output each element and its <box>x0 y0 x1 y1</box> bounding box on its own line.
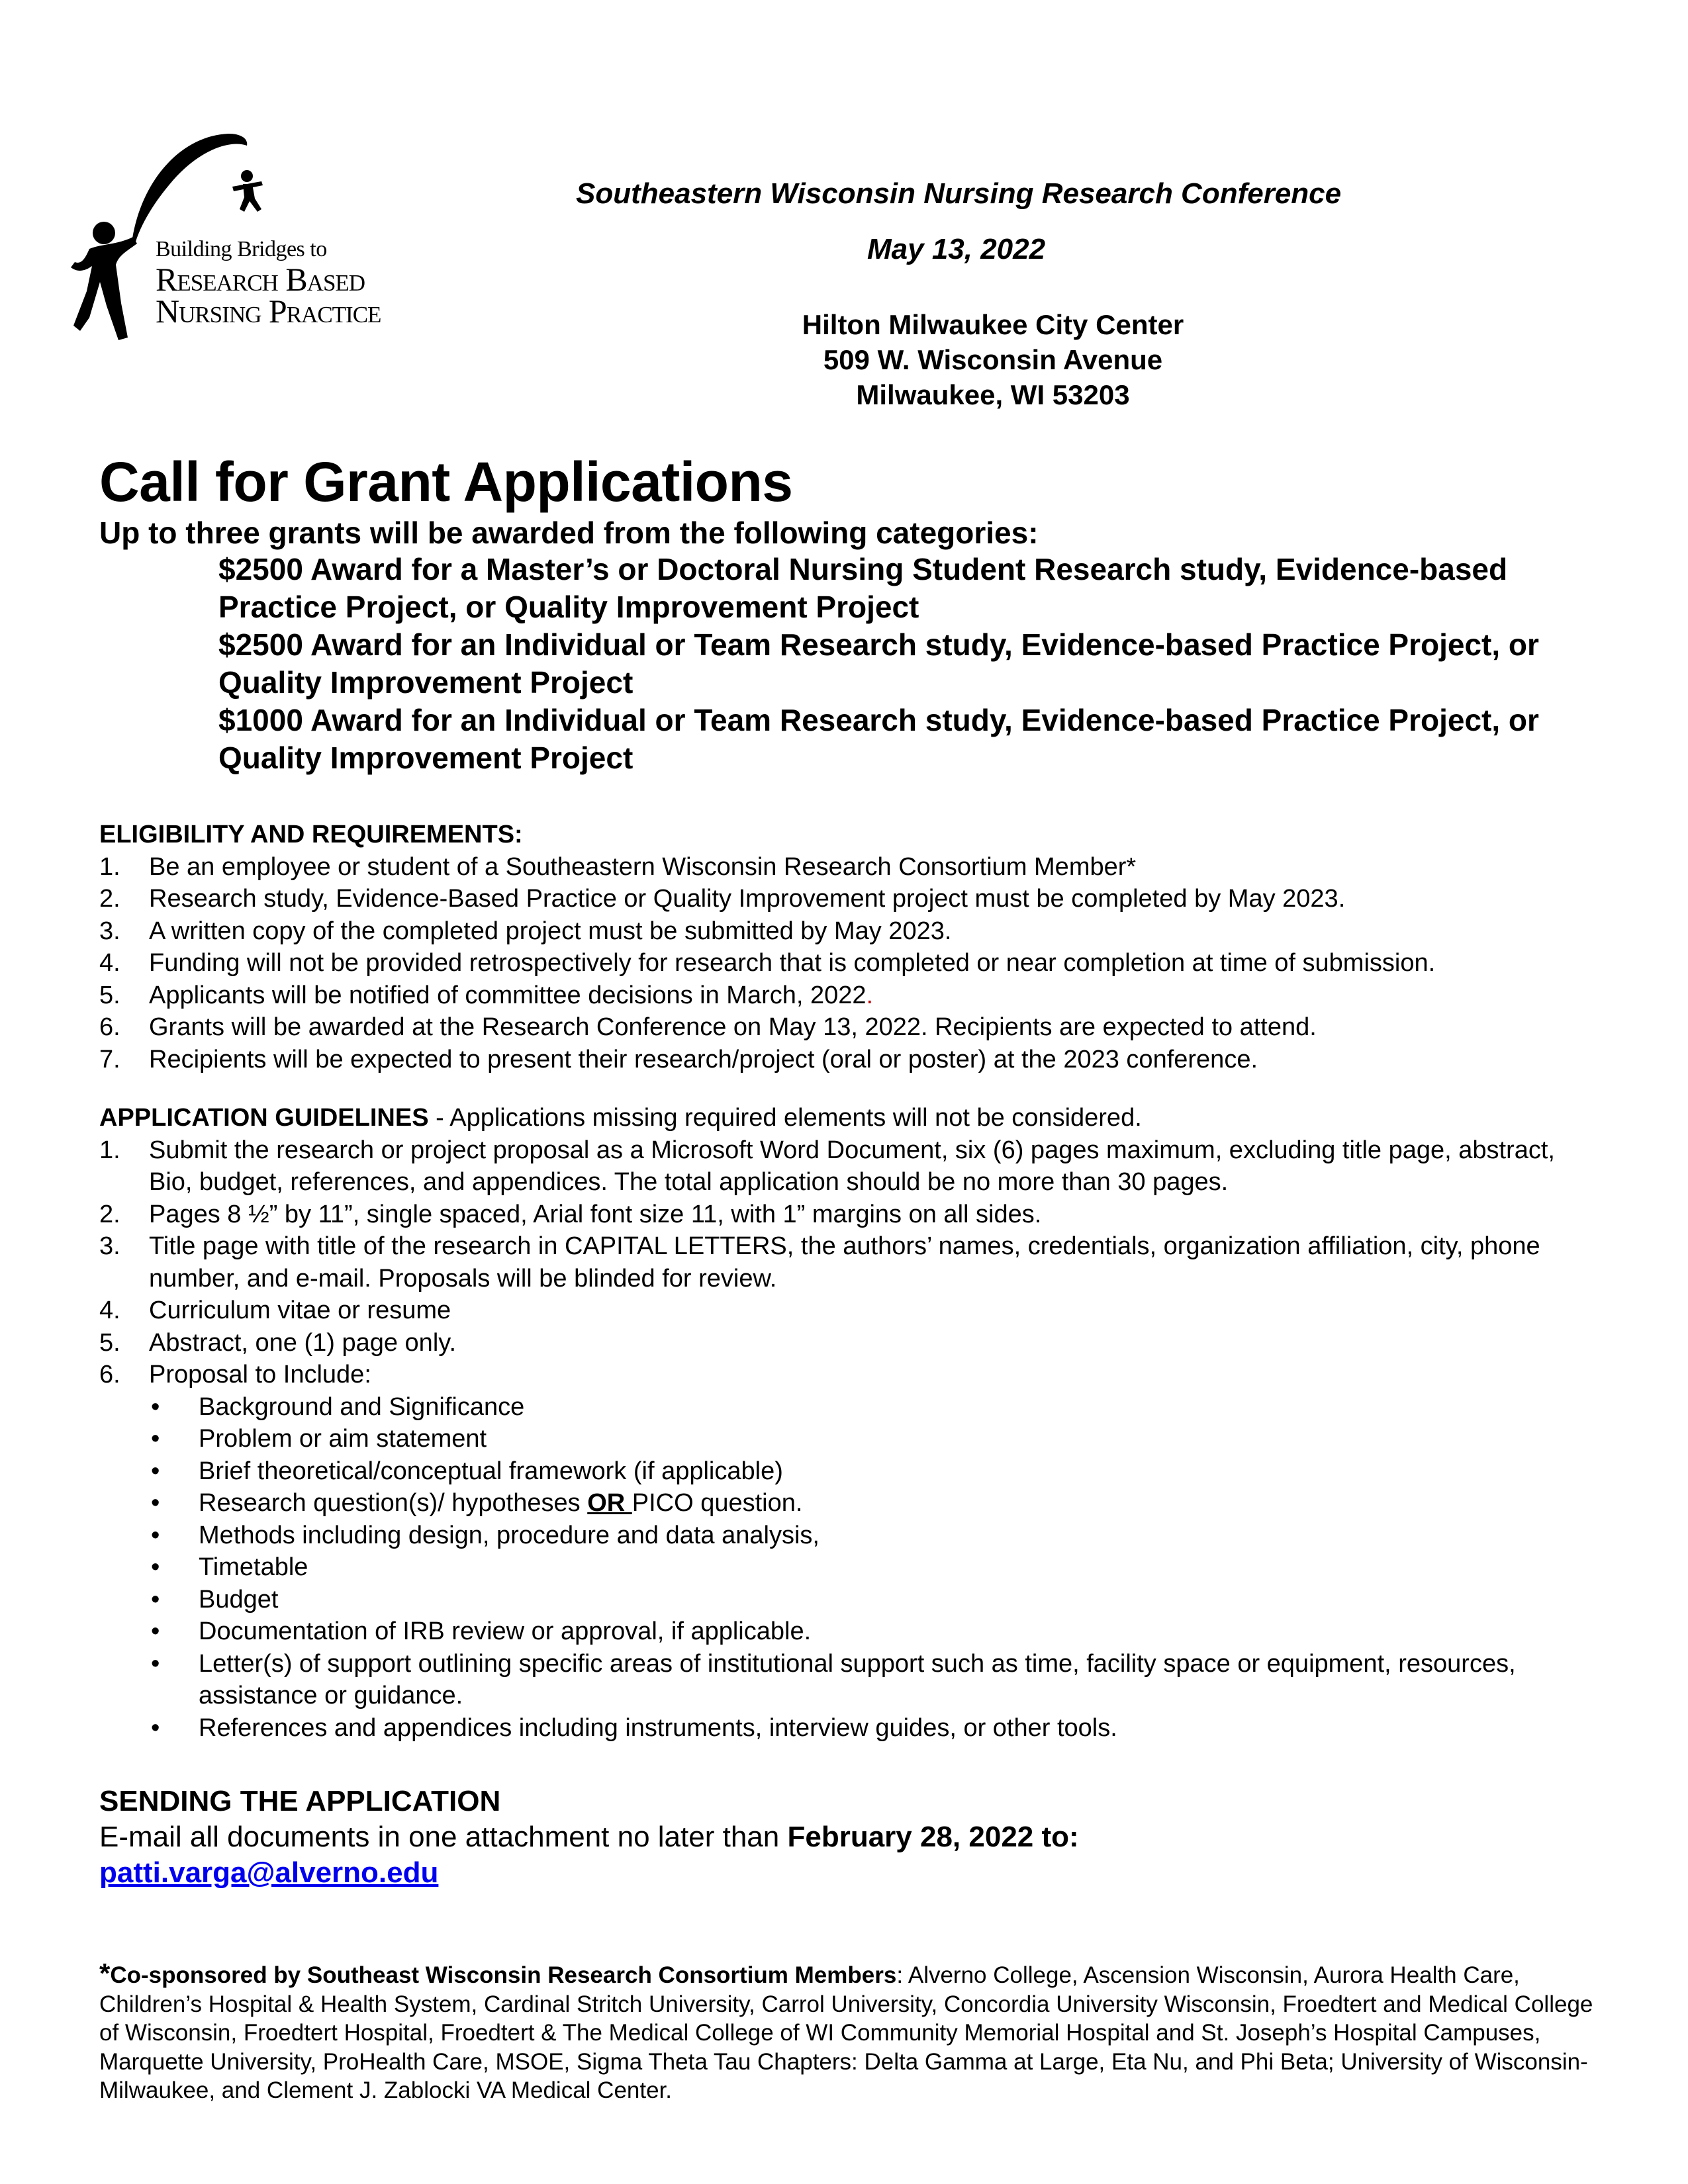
venue-block <box>755 307 1231 412</box>
awards-list <box>218 551 1542 777</box>
page-title: Call for Grant Applications <box>99 451 793 513</box>
list-item <box>99 1044 1595 1076</box>
subtitle: Up to three grants will be awarded from the following categories: <box>99 516 1039 550</box>
bullet-item <box>151 1487 1595 1520</box>
red-period: . <box>866 981 874 1009</box>
item-text: Applicants will be notified of committee decisions in March, 2022 <box>149 981 867 1009</box>
sending-heading: SENDING THE APPLICATION <box>99 1785 501 1817</box>
eligibility-section <box>99 819 1595 1075</box>
bullet-text: Budget <box>199 1585 279 1614</box>
bullet-item <box>151 1520 1595 1552</box>
sending-text: E-mail all documents in one attachment no later than <box>99 1821 788 1853</box>
footnote-bold: Co-sponsored by Southeast Wisconsin Research Consortium Members <box>110 1962 897 1988</box>
item-text: A written copy of the completed project must be submitted by May 2023. <box>149 917 952 945</box>
list-item <box>99 1011 1595 1044</box>
pico-before: Research question(s)/ hypotheses <box>199 1489 588 1517</box>
list-item <box>99 1359 1595 1391</box>
list-item <box>99 883 1595 915</box>
bullet-item <box>151 1712 1595 1745</box>
item-text: Proposal to Include: <box>149 1361 371 1388</box>
list-item <box>99 1199 1595 1231</box>
guidelines-list <box>99 1134 1595 1391</box>
item-text: Be an employee or student of a Southeastern Wisconsin Research Consortium Member* <box>149 852 1137 881</box>
guidelines-note: - Applications missing required elements will not be considered. <box>428 1104 1142 1132</box>
conference-date: May 13, 2022 <box>867 233 1046 265</box>
bullet-icon: • <box>151 1649 160 1678</box>
item-number: 7. <box>99 1045 120 1073</box>
item-text: Submit the research or project proposal as a Microsoft Word Document, six (6) pages maximum, excluding title page, abstract, Bio, budget, references, and appendices. The total application should be no more than 30 pages. <box>149 1136 1555 1196</box>
bullet-icon: • <box>151 1713 160 1742</box>
bullet-item <box>151 1455 1595 1488</box>
guidelines-heading: APPLICATION GUIDELINES <box>99 1104 429 1132</box>
footnote-star: * <box>99 1958 111 1989</box>
item-number: 6. <box>99 1013 120 1041</box>
bullet-icon: • <box>151 1425 160 1453</box>
venue-city: Milwaukee, WI 53203 <box>856 379 1130 410</box>
logo <box>70 126 414 351</box>
bullet-item <box>151 1551 1595 1584</box>
bullet-item <box>151 1648 1595 1712</box>
sending-line <box>99 1819 1595 1855</box>
pico-after: PICO question. <box>632 1489 803 1517</box>
list-item <box>99 979 1595 1012</box>
bullet-icon: • <box>151 1392 160 1421</box>
bullet-text: Methods including design, procedure and data analysis, <box>199 1521 820 1549</box>
item-text: Title page with title of the research in CAPITAL LETTERS, the authors’ names, credentials, organization affiliation, city, phone number, and e-mail. Proposals will be blinded for review. <box>149 1232 1540 1293</box>
venue-name: Hilton Milwaukee City Center <box>802 309 1184 340</box>
list-item <box>99 1327 1595 1359</box>
bullet-icon: • <box>151 1489 160 1517</box>
item-text: Abstract, one (1) page only. <box>149 1328 456 1357</box>
bullet-icon: • <box>151 1457 160 1485</box>
bullet-icon: • <box>151 1585 160 1614</box>
venue-street: 509 W. Wisconsin Avenue <box>823 344 1163 375</box>
bullet-text: Timetable <box>199 1553 308 1581</box>
item-text: Curriculum vitae or resume <box>149 1297 451 1324</box>
item-text: Recipients will be expected to present their research/project (oral or poster) at the 2023 conference. <box>149 1045 1258 1073</box>
item-text: Pages 8 ½” by 11”, single spaced, Arial font size 11, with 1” margins on all sides. <box>149 1200 1042 1228</box>
bullet-icon: • <box>151 1617 160 1645</box>
bullet-text: References and appendices including instruments, interview guides, or other tools. <box>199 1713 1117 1742</box>
list-item <box>99 1295 1595 1327</box>
list-item <box>99 1230 1595 1295</box>
bullet-item <box>151 1391 1595 1424</box>
bullet-text: Background and Significance <box>199 1392 525 1421</box>
item-number: 5. <box>99 1328 120 1357</box>
bullet-icon: • <box>151 1553 160 1581</box>
item-text: Research study, Evidence-Based Practice or Quality Improvement project must be completed by May 2023. <box>149 885 1346 913</box>
item-number: 2. <box>99 1200 120 1228</box>
conference-title: Southeastern Wisconsin Nursing Research Conference <box>576 177 1342 210</box>
item-text: Grants will be awarded at the Research Conference on May 13, 2022. Recipients are expected to attend. <box>149 1013 1317 1041</box>
eligibility-list <box>99 851 1595 1076</box>
eligibility-heading: ELIGIBILITY AND REQUIREMENTS: <box>99 821 523 848</box>
award-item: $1000 Award for an Individual or Team Research study, Evidence-based Practice Project, or Quality Improvement Project <box>218 703 1539 775</box>
list-item <box>99 947 1595 979</box>
item-number: 3. <box>99 917 120 945</box>
footnote <box>99 1959 1595 2105</box>
bullet-icon: • <box>151 1521 160 1549</box>
logo-line2: Research Based <box>156 261 365 298</box>
bullet-item <box>151 1615 1595 1648</box>
bullet-item <box>151 1423 1595 1455</box>
list-item <box>99 851 1595 884</box>
email-link[interactable]: patti.varga@alverno.edu <box>99 1856 439 1889</box>
item-number: 4. <box>99 949 120 977</box>
item-number: 2. <box>99 885 120 913</box>
list-item <box>99 915 1595 948</box>
item-number: 4. <box>99 1297 120 1324</box>
bullet-text: Brief theoretical/conceptual framework (if applicable) <box>199 1457 783 1485</box>
logo-line3: Nursing Practice <box>156 293 381 330</box>
sending-deadline: February 28, 2022 to: <box>787 1821 1079 1853</box>
sending-section <box>99 1784 1595 1891</box>
item-number: 5. <box>99 981 120 1009</box>
bullet-text: Problem or aim statement <box>199 1425 487 1453</box>
item-number: 3. <box>99 1232 120 1260</box>
item-text: Funding will not be provided retrospectively for research that is completed or near completion at time of submission. <box>149 949 1436 977</box>
list-item <box>99 1134 1595 1199</box>
footnote-text: : Alverno College, Ascension Wisconsin, Aurora Health Care, Children’s Hospital & Health System, Cardinal Stritch University, Carrol University, Concordia University Wisconsin, Froedtert and Medical College of Wisconsin, Froedtert Hospital, Froedtert & The Medical College of WI Community Memorial Hospital and St. Joseph’s Hospital Campuses, Marquette University, ProHealth Care, MSOE, Sigma Theta Tau Chapters: Delta Gamma at Large, Eta Nu, and Phi Beta; University of Wisconsin-Milwaukee, and Clement J. Zablocki VA Medical Center. <box>99 1962 1593 2103</box>
guidelines-section <box>99 1102 1595 1744</box>
item-number: 1. <box>99 852 120 881</box>
pico-or: OR <box>587 1489 632 1517</box>
bullet-text: Letter(s) of support outlining specific areas of institutional support such as time, facility space or equipment, resources, assistance or guidance. <box>199 1649 1516 1709</box>
award-item: $2500 Award for a Master’s or Doctoral Nursing Student Research study, Evidence-based Practice Project, or Quality Improvement Project <box>218 552 1508 624</box>
bullet-text: Documentation of IRB review or approval, if applicable. <box>199 1617 812 1645</box>
item-number: 1. <box>99 1136 120 1164</box>
guidelines-heading-line <box>99 1102 1595 1134</box>
bullet-item <box>151 1584 1595 1616</box>
proposal-bullets <box>99 1391 1595 1745</box>
logo-line1: Building Bridges to <box>156 237 327 261</box>
item-number: 6. <box>99 1361 120 1388</box>
award-item: $2500 Award for an Individual or Team Research study, Evidence-based Practice Project, or Quality Improvement Project <box>218 627 1539 700</box>
